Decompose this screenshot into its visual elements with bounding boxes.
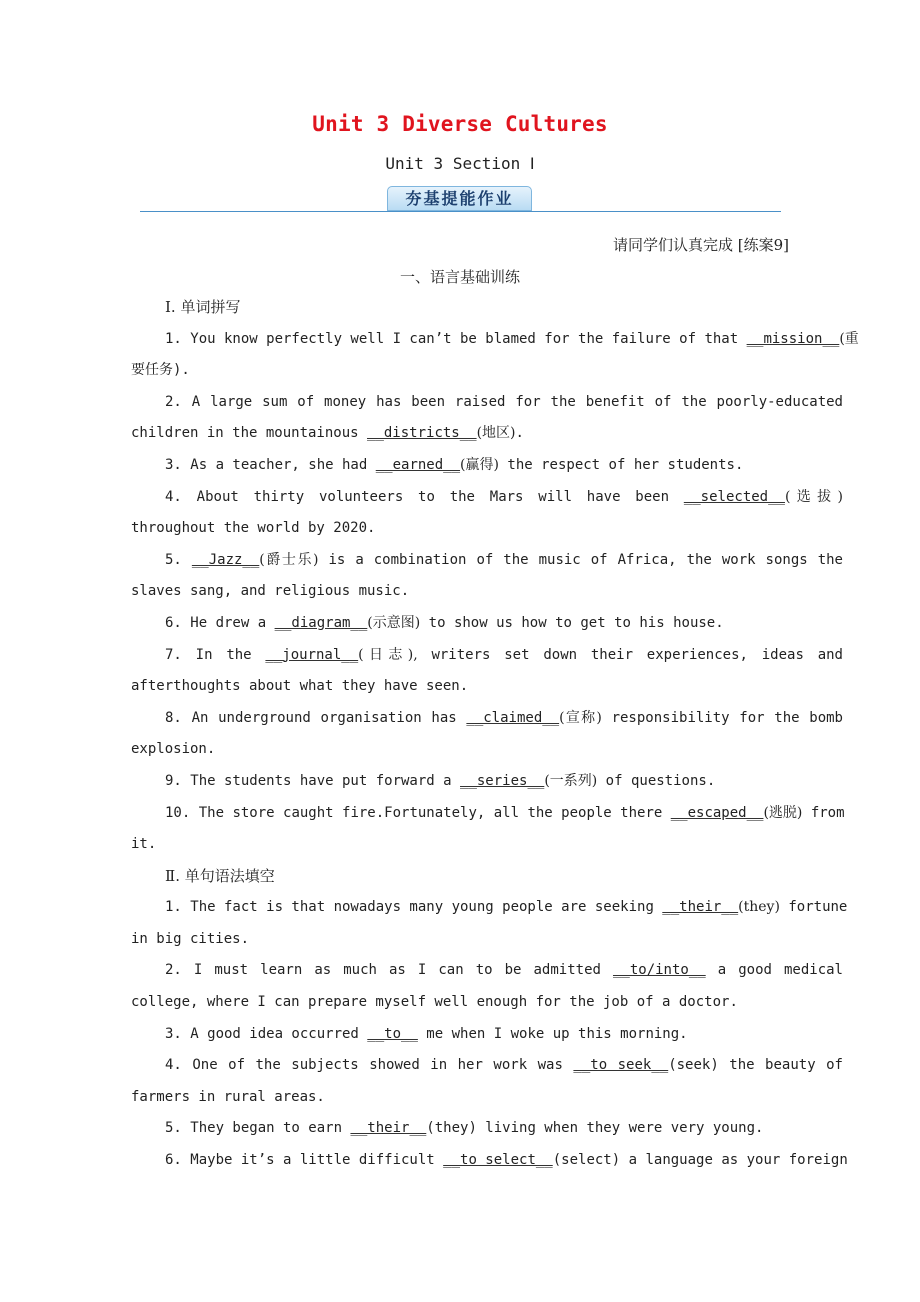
- answer-blank: __escaped__: [670, 804, 764, 821]
- item-text: [182, 552, 192, 568]
- exercise-item: [131, 387, 843, 419]
- item-hint: (一系列): [544, 772, 598, 789]
- item-number: 9.: [165, 772, 182, 789]
- answer-blank: __earned__: [375, 456, 461, 473]
- answer-blank: __series__: [460, 772, 545, 789]
- item-number: 6.: [165, 614, 182, 631]
- item-hint: (seek): [668, 1057, 719, 1074]
- item-number: 1.: [165, 899, 182, 916]
- item-text-after: to show us how to get to his house.: [420, 614, 724, 631]
- answer-blank: __districts__: [367, 425, 477, 442]
- item-text-after: from: [802, 804, 845, 821]
- answer-blank: __selected__: [683, 488, 785, 505]
- homework-banner: [140, 186, 781, 214]
- exercise-item: [131, 324, 859, 356]
- item-number: 1.: [165, 330, 182, 347]
- banner-divider: [140, 211, 781, 212]
- item-hint: (select): [552, 1152, 621, 1169]
- item-text-after: fortune: [779, 899, 848, 916]
- practice-note: 请同学们认真完成 [练案9]: [612, 236, 789, 254]
- item-text-after: writers set down their experiences, ideas and: [417, 646, 843, 663]
- exercise-item: [131, 545, 843, 577]
- item-text-after: of questions.: [597, 772, 716, 789]
- part-heading: 一、语言基础训练: [399, 268, 520, 286]
- item-hint: (逃脱): [763, 804, 803, 821]
- answer-blank: __journal__: [265, 646, 359, 663]
- item-text: They began to earn: [181, 1120, 351, 1137]
- item-text: As a teacher, she had: [181, 456, 376, 473]
- answer-blank: __to select__: [443, 1152, 553, 1169]
- exercise-item: [131, 1113, 843, 1145]
- item-text-after: the beauty of: [718, 1057, 843, 1074]
- item-number: 2.: [165, 393, 182, 410]
- exercise-item: [131, 955, 843, 987]
- banner-label: 夯基提能作业: [387, 186, 532, 211]
- answer-blank: __Jazz__: [191, 551, 260, 568]
- item-text: The store caught fire.Fortunately, all the people there: [190, 804, 671, 821]
- exercise-item: [131, 766, 843, 798]
- answer-blank: __diagram__: [274, 614, 368, 631]
- page-title: Unit 3 Diverse Cultures: [312, 112, 608, 136]
- item-text: Maybe it’s a little difficult: [181, 1152, 444, 1169]
- exercise-item: [131, 1019, 843, 1051]
- exercise-item: [131, 608, 843, 640]
- exercise-item: [131, 1050, 843, 1082]
- item-number: 4.: [165, 488, 182, 505]
- item-number: 4.: [165, 1057, 182, 1074]
- item-number: 10.: [165, 804, 191, 821]
- item-number: 5.: [165, 1120, 182, 1137]
- exercise-item-continued: college, where I can prepare myself well enough for the job of a doctor.: [131, 994, 738, 1011]
- item-text: He drew a: [181, 614, 275, 631]
- exercise-item-continued: explosion.: [131, 741, 216, 758]
- answer-blank: __their__: [350, 1120, 427, 1137]
- exercise-item: [131, 798, 843, 830]
- item-number: 5.: [165, 551, 182, 568]
- item-text: The fact is that nowadays many young people are seeking: [181, 899, 663, 916]
- answer-blank: __to seek__: [573, 1057, 669, 1074]
- exercise-item: [131, 450, 843, 482]
- item-text: A large sum of money has been raised for the benefit of the poorly-educated: [181, 393, 843, 410]
- item-hint: (爵士乐): [259, 551, 319, 568]
- exercise-item-continued: children in the mountainous __districts__(地区).: [131, 425, 524, 442]
- exercise-item-continued: throughout the world by 2020.: [131, 520, 376, 537]
- item-number: 3.: [165, 456, 182, 473]
- item-text: In the: [181, 646, 266, 663]
- item-hint: (地区): [476, 425, 516, 442]
- item-text-after: a language as your foreign: [620, 1152, 848, 1169]
- item-text: One of the subjects showed in her work was: [181, 1057, 574, 1074]
- exercise-item: [131, 1145, 848, 1177]
- item-hint: (选拔): [784, 488, 843, 505]
- item-hint: (they): [426, 1120, 477, 1137]
- item-number: 2.: [165, 962, 182, 979]
- item-hint: (赢得): [460, 456, 499, 473]
- section-title: Unit 3 Section Ⅰ: [385, 154, 535, 173]
- answer-blank: __their__: [662, 899, 739, 916]
- item-text: You know perfectly well I can’t be blamed for the failure of that: [181, 330, 747, 347]
- item-text: About thirty volunteers to the Mars will have been: [181, 488, 684, 505]
- exercise-item: [131, 640, 843, 672]
- answer-blank: __to/into__: [612, 962, 706, 979]
- item-text-after: is a combination of the music of Africa, the work songs the: [318, 551, 843, 568]
- exercise-item-continued: afterthoughts about what they have seen.: [131, 678, 469, 695]
- exercise-item: [131, 703, 843, 735]
- item-hint: (示意图): [367, 614, 421, 631]
- item-text: An underground organisation has: [181, 709, 467, 726]
- item-text: I must learn as much as I can to be admitted: [181, 962, 613, 979]
- item-number: 8.: [165, 709, 182, 726]
- item-text: The students have put forward a: [181, 772, 461, 789]
- exercise-item: [131, 892, 848, 924]
- item-number: 3.: [165, 1025, 182, 1042]
- exercise-item: [131, 482, 843, 514]
- item-hint: (重: [839, 330, 859, 347]
- exercise-item-continued: it.: [131, 836, 157, 853]
- item-text-after: a good medical: [705, 962, 843, 979]
- item-hint: (日志),: [358, 646, 418, 663]
- item-text-after: living when they were very young.: [476, 1120, 764, 1137]
- item-text: A good idea occurred: [181, 1025, 368, 1042]
- answer-blank: __claimed__: [466, 709, 560, 726]
- item-number: 7.: [165, 646, 182, 663]
- item-hint: (they): [738, 899, 780, 916]
- section-heading-spelling: Ⅰ. 单词拼写: [165, 298, 241, 316]
- exercise-item-continued: farmers in rural areas.: [131, 1088, 325, 1105]
- item-hint: (宣称): [559, 709, 602, 726]
- answer-blank: __mission__: [746, 330, 840, 347]
- item-text-after: responsibility for the bomb: [601, 709, 843, 726]
- item-text-after: me when I woke up this morning.: [417, 1025, 688, 1042]
- exercise-content: [131, 292, 859, 1177]
- exercise-item-continued: in big cities.: [131, 930, 250, 947]
- exercise-item-continued: slaves sang, and religious music.: [131, 583, 410, 600]
- section-heading-grammar: Ⅱ. 单句语法填空: [165, 866, 275, 885]
- answer-blank: __to__: [367, 1025, 418, 1042]
- item-number: 6.: [165, 1152, 182, 1169]
- exercise-item-continued: 要任务).: [131, 362, 190, 379]
- item-text-after: the respect of her students.: [498, 456, 744, 473]
